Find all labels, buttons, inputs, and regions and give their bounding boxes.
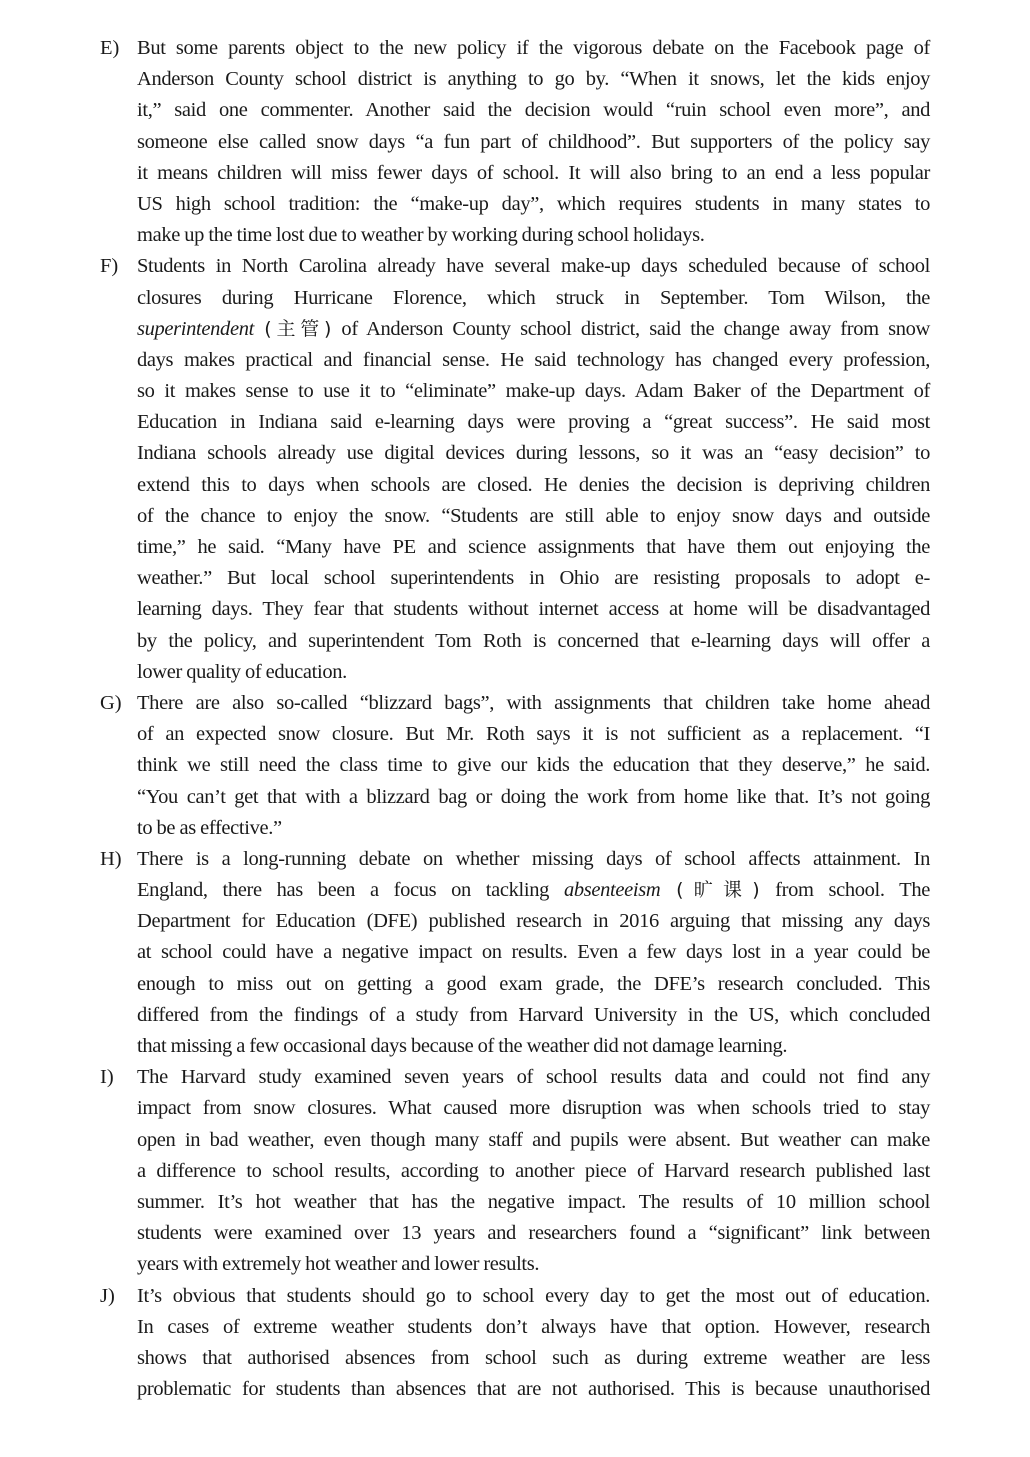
paragraph-f: [0, 251, 1030, 688]
text-line: learning days. They fear that students without internet access at home will be disadvantaged: [137, 598, 930, 621]
text-fragment: of Anderson County school district, said the change away from snow: [341, 317, 930, 340]
chinese-gloss: (主管): [253, 317, 342, 340]
text-line: so it makes sense to use it to “eliminate” make-up days. Adam Baker of the Department of: [137, 380, 930, 403]
text-line: “You can’t get that with a blizzard bag or doing the work from home like that. It’s not going: [137, 785, 930, 808]
paragraph-body: [137, 844, 930, 1062]
text-line: make up the time lost due to weather by working during school holidays.: [137, 224, 705, 247]
text-line: lower quality of education.: [137, 660, 347, 683]
text-line: Students in North Carolina already have several make-up days scheduled because of school: [137, 255, 930, 278]
text-fragment: from school. The: [775, 879, 931, 902]
text-line: weather.” But local school superintendents in Ohio are resisting proposals to adopt e-: [137, 567, 930, 590]
text-line: students were examined over 13 years and researchers found a “significant” link between: [137, 1222, 930, 1245]
paragraph-label: J): [100, 1284, 115, 1307]
paragraph-label: F): [100, 255, 119, 278]
text-line: someone else called snow days “a fun part of childhood”. But supporters of the policy say: [137, 130, 930, 153]
text-line: US high school tradition: the “make-up day”, which requires students in many states to: [137, 192, 930, 215]
text-line: a difference to school results, according to another piece of Harvard research published last: [137, 1159, 930, 1182]
paragraph-body: [137, 33, 930, 251]
text-line: summer. It’s hot weather that has the negative impact. The results of 10 million school: [137, 1190, 930, 1213]
text-line: Education in Indiana said e-learning days were proving a “great success”. He said most: [137, 411, 930, 434]
text-line: of the chance to enjoy the snow. “Students are still able to enjoy snow days and outside: [137, 504, 930, 527]
text-line: There is a long-running debate on whether missing days of school affects attainment. In: [137, 847, 930, 870]
text-line: closures during Hurricane Florence, which struck in September. Tom Wilson, the: [137, 286, 930, 309]
text-line: It’s obvious that students should go to school every day to get the most out of education.: [137, 1284, 930, 1307]
text-line: of an expected snow closure. But Mr. Roth says it is not sufficient as a replacement. “I: [137, 723, 930, 746]
paragraph-label: E): [100, 37, 120, 59]
document-page: [0, 33, 1030, 1405]
paragraph-body: [137, 1281, 930, 1406]
text-line: years with extremely hot weather and lower results.: [137, 1253, 540, 1276]
text-line: time,” he said. “Many have PE and science assignments that have them out enjoying the: [137, 536, 930, 558]
text-line: days makes practical and financial sense. He said technology has changed every profession,: [137, 348, 930, 371]
paragraph-body: [137, 688, 930, 844]
paragraph-label: I): [100, 1066, 114, 1089]
text-line: open in bad weather, even though many staff and pupils were absent. But weather can make: [137, 1128, 930, 1151]
text-line: shows that authorised absences from school such as during extreme weather are less: [137, 1346, 930, 1369]
text-line: differed from the findings of a study from Harvard University in the US, which concluded: [137, 1003, 930, 1026]
paragraph-i: [0, 1062, 1030, 1280]
text-line: that missing a few occasional days because of the weather did not damage learning.: [137, 1035, 788, 1057]
text-line: at school could have a negative impact on results. Even a few days lost in a year could be: [137, 941, 930, 964]
text-line: enough to miss out on getting a good exam grade, the DFE’s research concluded. This: [137, 972, 930, 995]
paragraph-label: G): [100, 691, 122, 714]
text-line: by the policy, and superintendent Tom Roth is concerned that e-learning days will offer a: [137, 629, 930, 652]
text-line-with-gloss: [137, 875, 930, 906]
paragraph-e: [0, 33, 1030, 251]
text-line: impact from snow closures. What caused more disruption was when schools tried to stay: [137, 1097, 930, 1120]
text-line: Department for Education (DFE) published research in 2016 arguing that missing any days: [137, 910, 930, 933]
chinese-gloss: (旷课): [660, 879, 776, 902]
text-fragment: England, there has been a focus on tackling: [137, 879, 564, 902]
paragraph-label: H): [100, 847, 122, 870]
text-line: think we still need the class time to give our kids the education that they deserve,” he said.: [137, 754, 930, 777]
text-line: Anderson County school district is anything to go by. “When it snows, let the kids enjoy: [137, 68, 930, 91]
paragraph-j: [0, 1281, 1030, 1406]
paragraph-body: [137, 251, 930, 688]
glossed-term: absenteeism: [563, 879, 661, 902]
paragraph-g: [0, 688, 1030, 844]
text-line: But some parents object to the new policy if the vigorous debate on the Facebook page of: [137, 37, 930, 59]
text-line: problematic for students than absences that are not authorised. This is because unauthorised: [137, 1378, 930, 1401]
text-line: Indiana schools already use digital devices during lessons, so it was an “easy decision” to: [137, 442, 930, 465]
text-line: extend this to days when schools are closed. He denies the decision is depriving children: [137, 473, 930, 496]
text-line: There are also so-called “blizzard bags”, with assignments that children take home ahead: [137, 691, 930, 714]
glossed-term: superintendent: [137, 317, 254, 340]
text-line: it means children will miss fewer days of school. It will also bring to an end a less popular: [137, 161, 930, 184]
text-line: it,” said one commenter. Another said the decision would “ruin school even more”, and: [137, 99, 930, 122]
paragraph-body: [137, 1062, 930, 1280]
text-line: The Harvard study examined seven years of school results data and could not find any: [137, 1066, 930, 1089]
paragraph-h: [0, 844, 1030, 1062]
text-line: to be as effective.”: [137, 816, 282, 839]
text-line: In cases of extreme weather students don’t always have that option. However, research: [137, 1315, 930, 1338]
text-line-with-gloss: [137, 314, 930, 345]
